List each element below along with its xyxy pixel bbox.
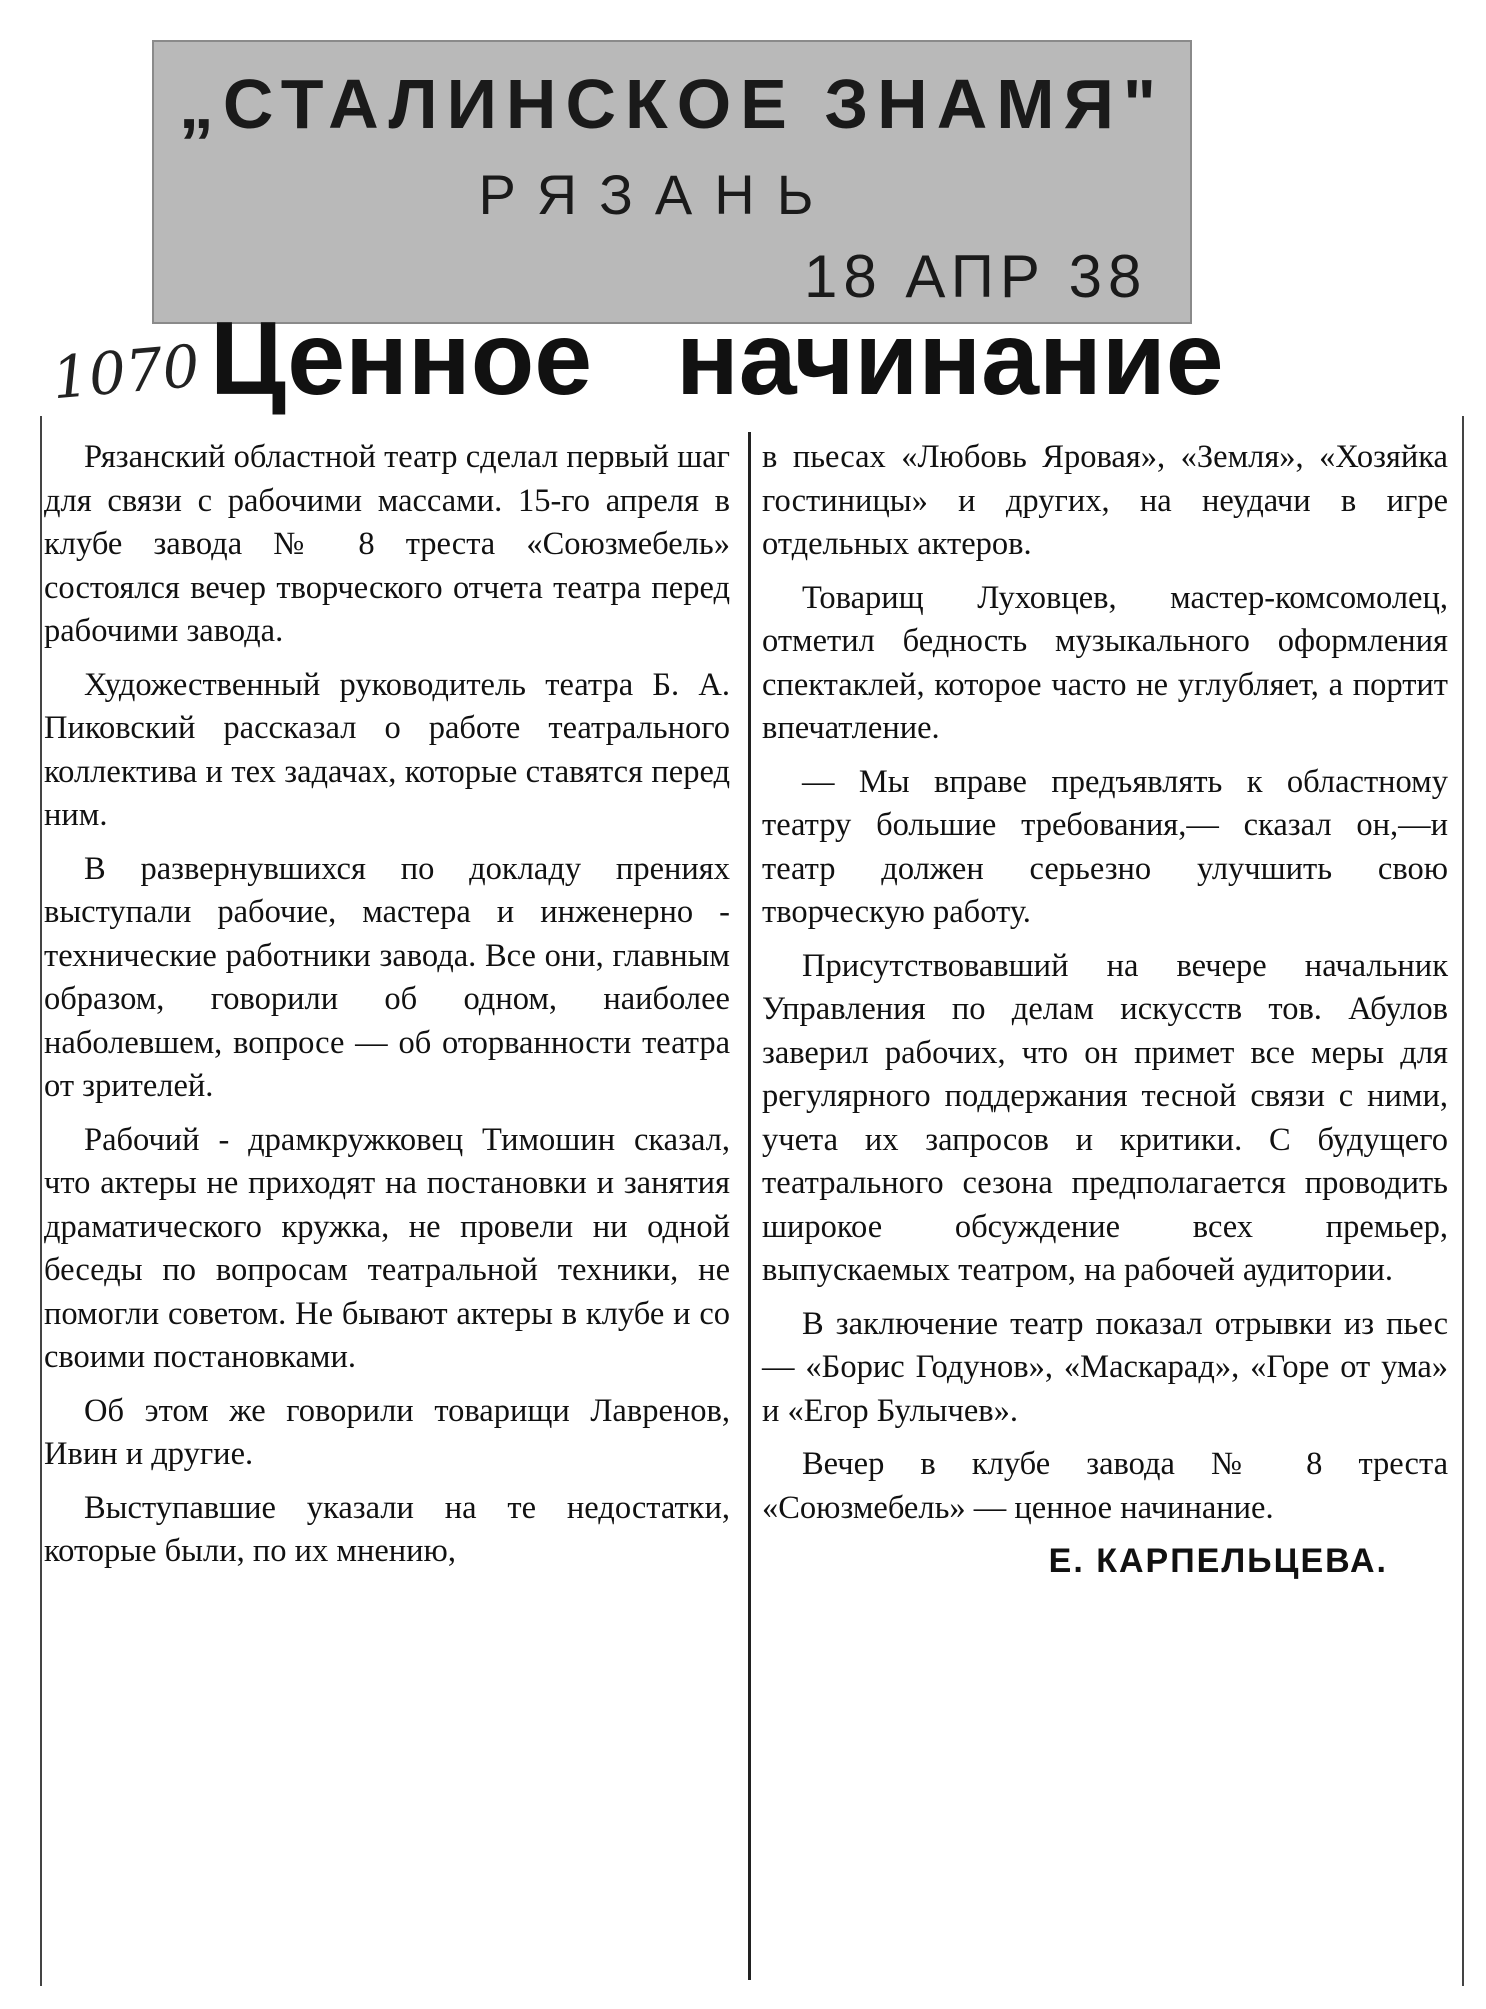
paragraph: — Мы вправе предъявлять к областному театру большие требования,— сказал он,—и театр должен серьезно улучшить свою творческую работу.	[762, 763, 1448, 930]
paragraph: Товарищ Луховцев, мастер-комсомолец, отметил бедность музыкального оформления спектаклей, которое часто не углубляет, а портит впечатление.	[762, 579, 1448, 746]
article-headline: Ценное начинание	[210, 301, 1224, 417]
paragraph: Выступавшие указали на те недостатки, которые были, по их мнению,	[44, 1489, 730, 1569]
handwritten-note: 1070	[49, 331, 203, 413]
newspaper-name: „СТАЛИНСКОЕ ЗНАМЯ"	[178, 65, 1166, 143]
article-column-right	[762, 436, 1448, 1584]
paragraph: В развернувшихся по докладу прениях выступали рабочие, мастера и инженерно - технические работники завода. Все они, главным образом, говорили об одном, наиболее наболевшем, вопросе — об оторванности театра от зрителей.	[44, 850, 730, 1104]
article-column-left	[44, 436, 730, 1584]
paragraph: в пьесах «Любовь Яровая», «Земля», «Хозяйка гостиницы» и других, на неудачи в игре отдельных актеров.	[762, 439, 1448, 562]
paragraph: Присутствовавший на вечере начальник Управления по делам искусств тов. Абулов заверил рабочих, что он примет все меры для регулярного поддержания тесной связи с ними, учета их запросов и критики. С будущего театрального сезона предполагается проводить широкое обсуждение всех премьер, выпускаемых театром, на рабочей аудитории.	[762, 947, 1448, 1288]
author-signature: Е. КАРПЕЛЬЦЕВА.	[1048, 1542, 1388, 1580]
paragraph: Вечер в клубе завода № 8 треста «Союзмебель» — ценное начинание.	[762, 1446, 1448, 1526]
paragraph: Художественный руководитель театра Б. А. Пиковский рассказал о работе театрального коллектива и тех задачах, которые ставятся перед ним.	[44, 666, 730, 833]
paragraph: В заключение театр показал отрывки из пьес — «Борис Годунов», «Маскарад», «Горе от ума» и «Егор Булычев».	[762, 1305, 1448, 1429]
newspaper-stamp	[152, 40, 1192, 324]
paragraph: Рязанский областной театр сделал первый шаг для связи с рабочими массами. 15-го апреля в клубе завода № 8 треста «Союзмебель» состоялся вечер творческого отчета театра перед рабочими завода.	[44, 439, 730, 649]
newspaper-city: РЯЗАНЬ	[478, 163, 836, 226]
paragraph: Рабочий - драмкружковец Тимошин сказал, что актеры не приходят на постановки и занятия драматического кружка, не провели ни одной беседы по вопросам театральной техники, не помогли советом. Не бывают актеры в клубе и со своими постановками.	[44, 1121, 730, 1375]
column-divider	[748, 432, 751, 1980]
paragraph: Об этом же говорили товарищи Лавренов, Ивин и другие.	[44, 1392, 730, 1472]
stamp-date: 18 АПР 38	[804, 243, 1148, 310]
